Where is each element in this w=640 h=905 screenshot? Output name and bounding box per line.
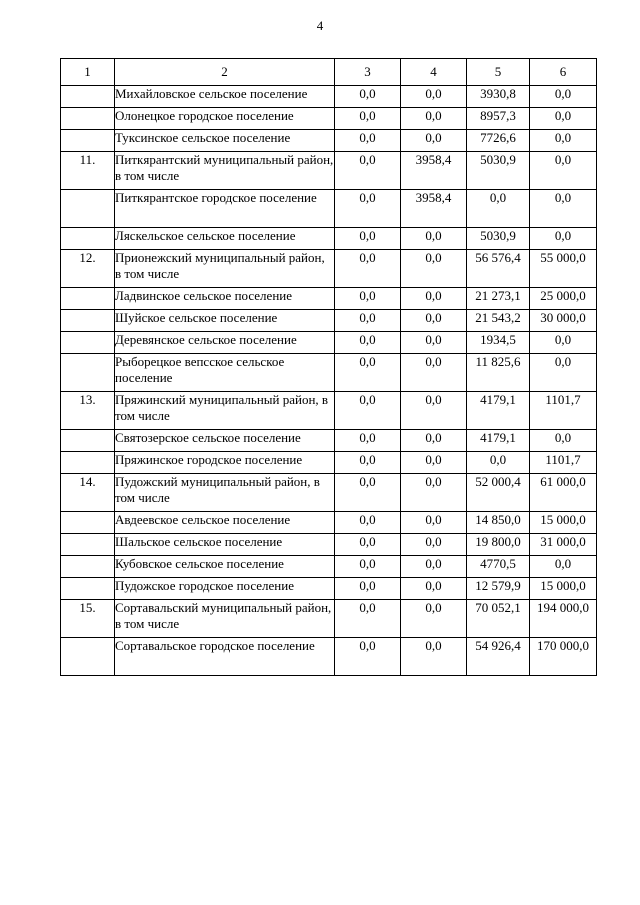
value-col4: 0,0: [401, 250, 467, 288]
value-col4: 0,0: [401, 556, 467, 578]
table-row: [61, 452, 597, 474]
value-col3: 0,0: [335, 534, 401, 556]
value-col3: 0,0: [335, 310, 401, 332]
value-col5: 4770,5: [467, 556, 530, 578]
value-col6: 1101,7: [530, 452, 597, 474]
district-name: Питкярантский муниципальный район, в том числе: [115, 152, 335, 190]
value-col6: 170 000,0: [530, 638, 597, 676]
value-col5: 0,0: [467, 190, 530, 228]
value-col5: 19 800,0: [467, 534, 530, 556]
subsidy-table: [60, 58, 597, 676]
row-number: [61, 578, 115, 600]
settlement-name: Питкярантское городское поселение: [115, 190, 335, 228]
value-col5: 21 273,1: [467, 288, 530, 310]
table-row: [61, 638, 597, 676]
table-row: [61, 600, 597, 638]
settlement-name: Деревянское сельское поселение: [115, 332, 335, 354]
row-number: 11.: [61, 152, 115, 190]
row-number: 13.: [61, 392, 115, 430]
value-col5: 5030,9: [467, 152, 530, 190]
settlement-name: Сортавальское городское поселение: [115, 638, 335, 676]
row-number: [61, 130, 115, 152]
table-row: [61, 190, 597, 228]
value-col5: 54 926,4: [467, 638, 530, 676]
value-col5: 7726,6: [467, 130, 530, 152]
row-number: [61, 288, 115, 310]
value-col6: 194 000,0: [530, 600, 597, 638]
value-col4: 0,0: [401, 534, 467, 556]
header-cell: 6: [530, 59, 597, 86]
table-row: [61, 152, 597, 190]
settlement-name: Пудожское городское поселение: [115, 578, 335, 600]
value-col4: 0,0: [401, 228, 467, 250]
value-col3: 0,0: [335, 430, 401, 452]
value-col5: 4179,1: [467, 392, 530, 430]
value-col4: 0,0: [401, 86, 467, 108]
value-col6: 55 000,0: [530, 250, 597, 288]
settlement-name: Рыборецкое вепсское сельское поселение: [115, 354, 335, 392]
table-row: [61, 332, 597, 354]
header-cell: 4: [401, 59, 467, 86]
value-col6: 30 000,0: [530, 310, 597, 332]
value-col4: 0,0: [401, 638, 467, 676]
row-number: [61, 190, 115, 228]
table-row: [61, 86, 597, 108]
value-col4: 0,0: [401, 392, 467, 430]
value-col3: 0,0: [335, 228, 401, 250]
header-cell: 2: [115, 59, 335, 86]
value-col5: 56 576,4: [467, 250, 530, 288]
settlement-name: Михайловское сельское поселение: [115, 86, 335, 108]
value-col6: 0,0: [530, 228, 597, 250]
table-row: [61, 474, 597, 512]
settlement-name: Пряжинское городское поселение: [115, 452, 335, 474]
table-row: [61, 556, 597, 578]
table-row: [61, 354, 597, 392]
value-col5: 8957,3: [467, 108, 530, 130]
value-col3: 0,0: [335, 474, 401, 512]
value-col6: 0,0: [530, 108, 597, 130]
value-col3: 0,0: [335, 392, 401, 430]
value-col5: 12 579,9: [467, 578, 530, 600]
header-cell: 1: [61, 59, 115, 86]
value-col3: 0,0: [335, 288, 401, 310]
value-col3: 0,0: [335, 86, 401, 108]
value-col5: 14 850,0: [467, 512, 530, 534]
value-col3: 0,0: [335, 512, 401, 534]
value-col5: 0,0: [467, 452, 530, 474]
value-col4: 0,0: [401, 578, 467, 600]
value-col5: 11 825,6: [467, 354, 530, 392]
value-col6: 1101,7: [530, 392, 597, 430]
value-col3: 0,0: [335, 250, 401, 288]
value-col5: 3930,8: [467, 86, 530, 108]
value-col4: 0,0: [401, 474, 467, 512]
settlement-name: Святозерское сельское поселение: [115, 430, 335, 452]
row-number: [61, 512, 115, 534]
value-col6: 0,0: [530, 430, 597, 452]
value-col3: 0,0: [335, 600, 401, 638]
value-col4: 0,0: [401, 430, 467, 452]
value-col3: 0,0: [335, 578, 401, 600]
value-col4: 0,0: [401, 288, 467, 310]
settlement-name: Шальское сельское поселение: [115, 534, 335, 556]
table-row: [61, 512, 597, 534]
value-col4: 3958,4: [401, 152, 467, 190]
value-col3: 0,0: [335, 332, 401, 354]
row-number: [61, 86, 115, 108]
value-col4: 0,0: [401, 452, 467, 474]
value-col4: 0,0: [401, 130, 467, 152]
value-col6: 0,0: [530, 152, 597, 190]
value-col6: 25 000,0: [530, 288, 597, 310]
row-number: [61, 354, 115, 392]
district-name: Прионежский муниципальный район, в том числе: [115, 250, 335, 288]
value-col6: 0,0: [530, 332, 597, 354]
row-number: 15.: [61, 600, 115, 638]
value-col4: 3958,4: [401, 190, 467, 228]
value-col5: 4179,1: [467, 430, 530, 452]
value-col4: 0,0: [401, 354, 467, 392]
table-row: [61, 250, 597, 288]
value-col4: 0,0: [401, 600, 467, 638]
header-cell: 3: [335, 59, 401, 86]
settlement-name: Авдеевское сельское поселение: [115, 512, 335, 534]
table-row: [61, 130, 597, 152]
row-number: [61, 228, 115, 250]
table-row: [61, 392, 597, 430]
value-col6: 0,0: [530, 354, 597, 392]
value-col3: 0,0: [335, 130, 401, 152]
value-col3: 0,0: [335, 354, 401, 392]
row-number: [61, 108, 115, 130]
header-cell: 5: [467, 59, 530, 86]
table-row: [61, 578, 597, 600]
table-row: [61, 108, 597, 130]
settlement-name: Туксинское сельское поселение: [115, 130, 335, 152]
value-col6: 15 000,0: [530, 512, 597, 534]
value-col4: 0,0: [401, 512, 467, 534]
value-col3: 0,0: [335, 638, 401, 676]
value-col4: 0,0: [401, 108, 467, 130]
table-row: [61, 534, 597, 556]
district-name: Пряжинский муниципальный район, в том числе: [115, 392, 335, 430]
value-col5: 70 052,1: [467, 600, 530, 638]
row-number: [61, 452, 115, 474]
table-row: [61, 310, 597, 332]
value-col4: 0,0: [401, 332, 467, 354]
value-col5: 52 000,4: [467, 474, 530, 512]
row-number: 14.: [61, 474, 115, 512]
value-col3: 0,0: [335, 452, 401, 474]
table-header-row: [61, 59, 597, 86]
value-col4: 0,0: [401, 310, 467, 332]
value-col3: 0,0: [335, 556, 401, 578]
settlement-name: Олонецкое городское поселение: [115, 108, 335, 130]
value-col6: 0,0: [530, 86, 597, 108]
value-col5: 5030,9: [467, 228, 530, 250]
row-number: [61, 556, 115, 578]
value-col5: 1934,5: [467, 332, 530, 354]
row-number: [61, 638, 115, 676]
table-row: [61, 430, 597, 452]
value-col6: 0,0: [530, 190, 597, 228]
row-number: [61, 430, 115, 452]
value-col3: 0,0: [335, 108, 401, 130]
value-col3: 0,0: [335, 152, 401, 190]
district-name: Сортавальский муниципальный район, в том числе: [115, 600, 335, 638]
value-col6: 31 000,0: [530, 534, 597, 556]
page-number: 4: [316, 18, 324, 33]
value-col6: 15 000,0: [530, 578, 597, 600]
value-col6: 61 000,0: [530, 474, 597, 512]
settlement-name: Шуйское сельское поселение: [115, 310, 335, 332]
table-row: [61, 288, 597, 310]
row-number: 12.: [61, 250, 115, 288]
settlement-name: Кубовское сельское поселение: [115, 556, 335, 578]
value-col6: 0,0: [530, 130, 597, 152]
value-col3: 0,0: [335, 190, 401, 228]
value-col5: 21 543,2: [467, 310, 530, 332]
value-col6: 0,0: [530, 556, 597, 578]
row-number: [61, 534, 115, 556]
settlement-name: Ладвинское сельское поселение: [115, 288, 335, 310]
table-row: [61, 228, 597, 250]
row-number: [61, 332, 115, 354]
settlement-name: Ляскельское сельское поселение: [115, 228, 335, 250]
row-number: [61, 310, 115, 332]
district-name: Пудожский муниципальный район, в том числе: [115, 474, 335, 512]
